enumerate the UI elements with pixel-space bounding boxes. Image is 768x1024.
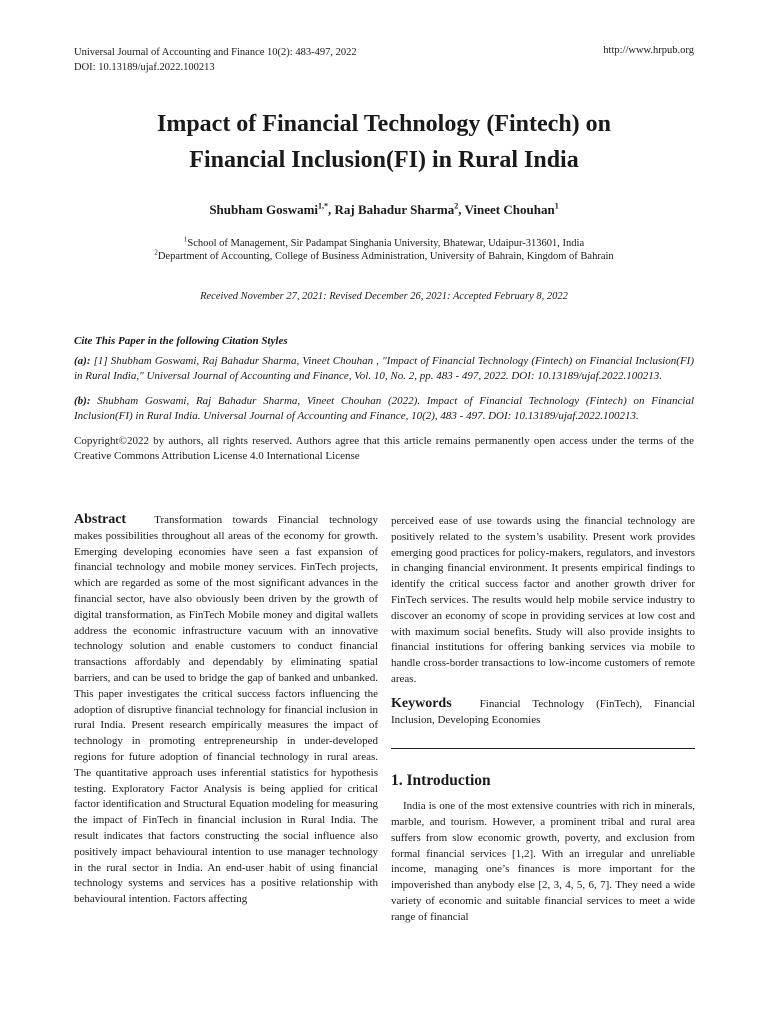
abstract-column-right (391, 514, 695, 926)
abstract-column-left (74, 512, 378, 908)
keywords-section (391, 696, 695, 729)
citation-heading: Cite This Paper in the following Citation Styles (74, 335, 288, 347)
author-sep-1: , (328, 202, 335, 217)
abstract-label: Abstract (74, 512, 127, 527)
citation-b-label: (b): (74, 394, 91, 407)
author-3-affil: 1 (554, 201, 559, 211)
journal-header (74, 45, 357, 75)
keywords-text: Financial Technology (FinTech), Financial Inclusion, Developing Economies (391, 697, 695, 726)
paper-title-line-1: Impact of Financial Technology (Fintech) on (156, 111, 612, 137)
affiliation-1 (74, 237, 694, 250)
affiliation-2 (74, 250, 694, 263)
abstract-text-right: perceived ease of use towards using the financial technology are positively related to the system’s usability. Present work provides emerging good practices for policy-makers, regulators, and investors in changing financial environment. It presents empirical findings to identify the critical success factor and another growth driver for FinTech services. The results would help mobile service industry to discover an economy of scope in providing services at low cost and with maximum social benefits. Study will also provide insights to financial institutions for offering banking services via mobile to handle cross-border transactions to low-income customers of remote areas. (391, 515, 695, 685)
keywords-label: Keywords (391, 695, 452, 711)
journal-doi: DOI: 10.13189/ujaf.2022.100213 (74, 62, 215, 73)
author-2-affil: 2 (454, 201, 459, 211)
citation-b-text: Shubham Goswami, Raj Bahadur Sharma, Vineet Chouhan (2022). Impact of Financial Technology (Fintech) on Financial Inclusion(FI) in Rural India. Universal Journal of Accounting and Finance, 10(2), 483 - 497. DOI: 10.13189/ujaf.2022.100213. (74, 394, 694, 422)
journal-url-link[interactable]: http://www.hrpub.org (603, 45, 694, 56)
citation-section (74, 334, 694, 465)
introduction-paragraph: India is one of the most extensive countries with rich in minerals, marble, and tourism. However, a prominent tribal and rural area suffers from slow economic growth, poverty, and exclusion from formal financial services [1,2]. With an irregular and unreliable income, managing one’s finances is more important for the impoverished than anybody else [2, 3, 4, 5, 6, 7]. They need a wide variety of economic and suitable financial services to meet a wide range of financial (391, 800, 695, 923)
citation-style-a (74, 354, 694, 385)
citation-style-b (74, 394, 694, 425)
affiliation-1-text: School of Management, Sir Padampat Singhania University, Bhatewar, Udaipur-313601, India (187, 238, 585, 249)
affiliation-2-mark: 2 (154, 248, 158, 257)
citation-a-label: (a): (74, 354, 91, 367)
affiliation-2-text: Department of Accounting, College of Business Administration, University of Bahrain, Kingdom of Bahrain (157, 251, 614, 262)
paper-title (74, 106, 694, 178)
author-1-affil: 1,* (318, 201, 329, 211)
author-sep-2: , (458, 202, 465, 217)
author-2: Raj Bahadur Sharma (334, 202, 455, 217)
affiliation-1-mark: 1 (183, 235, 188, 244)
affiliations (74, 237, 694, 263)
author-list (74, 202, 694, 218)
author-3: Vineet Chouhan (464, 202, 555, 217)
author-1: Shubham Goswami (209, 202, 319, 217)
section-divider (391, 748, 695, 749)
paper-title-line-2: Financial Inclusion(FI) in Rural India (189, 147, 579, 173)
citation-a-text: [1] Shubham Goswami, Raj Bahadur Sharma, Vineet Chouhan , "Impact of Financial Technology (Fintech) on Financial Inclusion(FI) in Rural India," Universal Journal of Accounting and Finance, Vol. 10, No. 2, pp. 483 - 497, 2022. DOI: 10.13189/ujaf.2022.100213. (74, 354, 694, 382)
copyright-notice: Copyright©2022 by authors, all rights reserved. Authors agree that this article remains permanently open access under the terms of the Creative Commons Attribution License 4.0 International License (74, 434, 694, 462)
introduction-heading: 1. Introduction (391, 772, 491, 790)
abstract-text-left: Transformation towards Financial technology makes possibilities throughout all areas of the economy for growth. Emerging developing economies have seen a fast expansion of financial technology and mobile money services. FinTech projects, which are regarded as some of the most significant advances in the financial sector, have also obviously been driven by the growth of digital transformation, as FinTech Mobile money and digital wallets address the economic infrastructure vacuum with an innovative technology solution and enable customers to conduct financial transactions affordably and dependably by eliminating spatial barriers, and can be used to bridge the gap of banked and unbanked. This paper investigates the critical success factors influencing the adoption of disruptive financial technology for financial inclusion in rural India. Present research empirically measures the impact of technology in promoting entrepreneurship in under-developed regions for future adoption of financial technology in rural areas. The quantitative approach uses inferential statistics for hypothesis testing. Exploratory Factor Analysis is being applied for critical factor identification and Structural Equation modeling for measuring the impact of FinTech in financial inclusion in Rural India. The result indicates that factors constructing the social influence also positively impact behavioural intention to use manager technology in the rural sector in India. An end-user habit of using financial technology systems and services has a positive relationship with behavioural intention. Factors affecting (74, 514, 378, 906)
received-dates: Received November 27, 2021: Revised December 26, 2021: Accepted February 8, 2022 (200, 291, 568, 302)
journal-citation: Universal Journal of Accounting and Finance 10(2): 483-497, 2022 (74, 47, 357, 58)
